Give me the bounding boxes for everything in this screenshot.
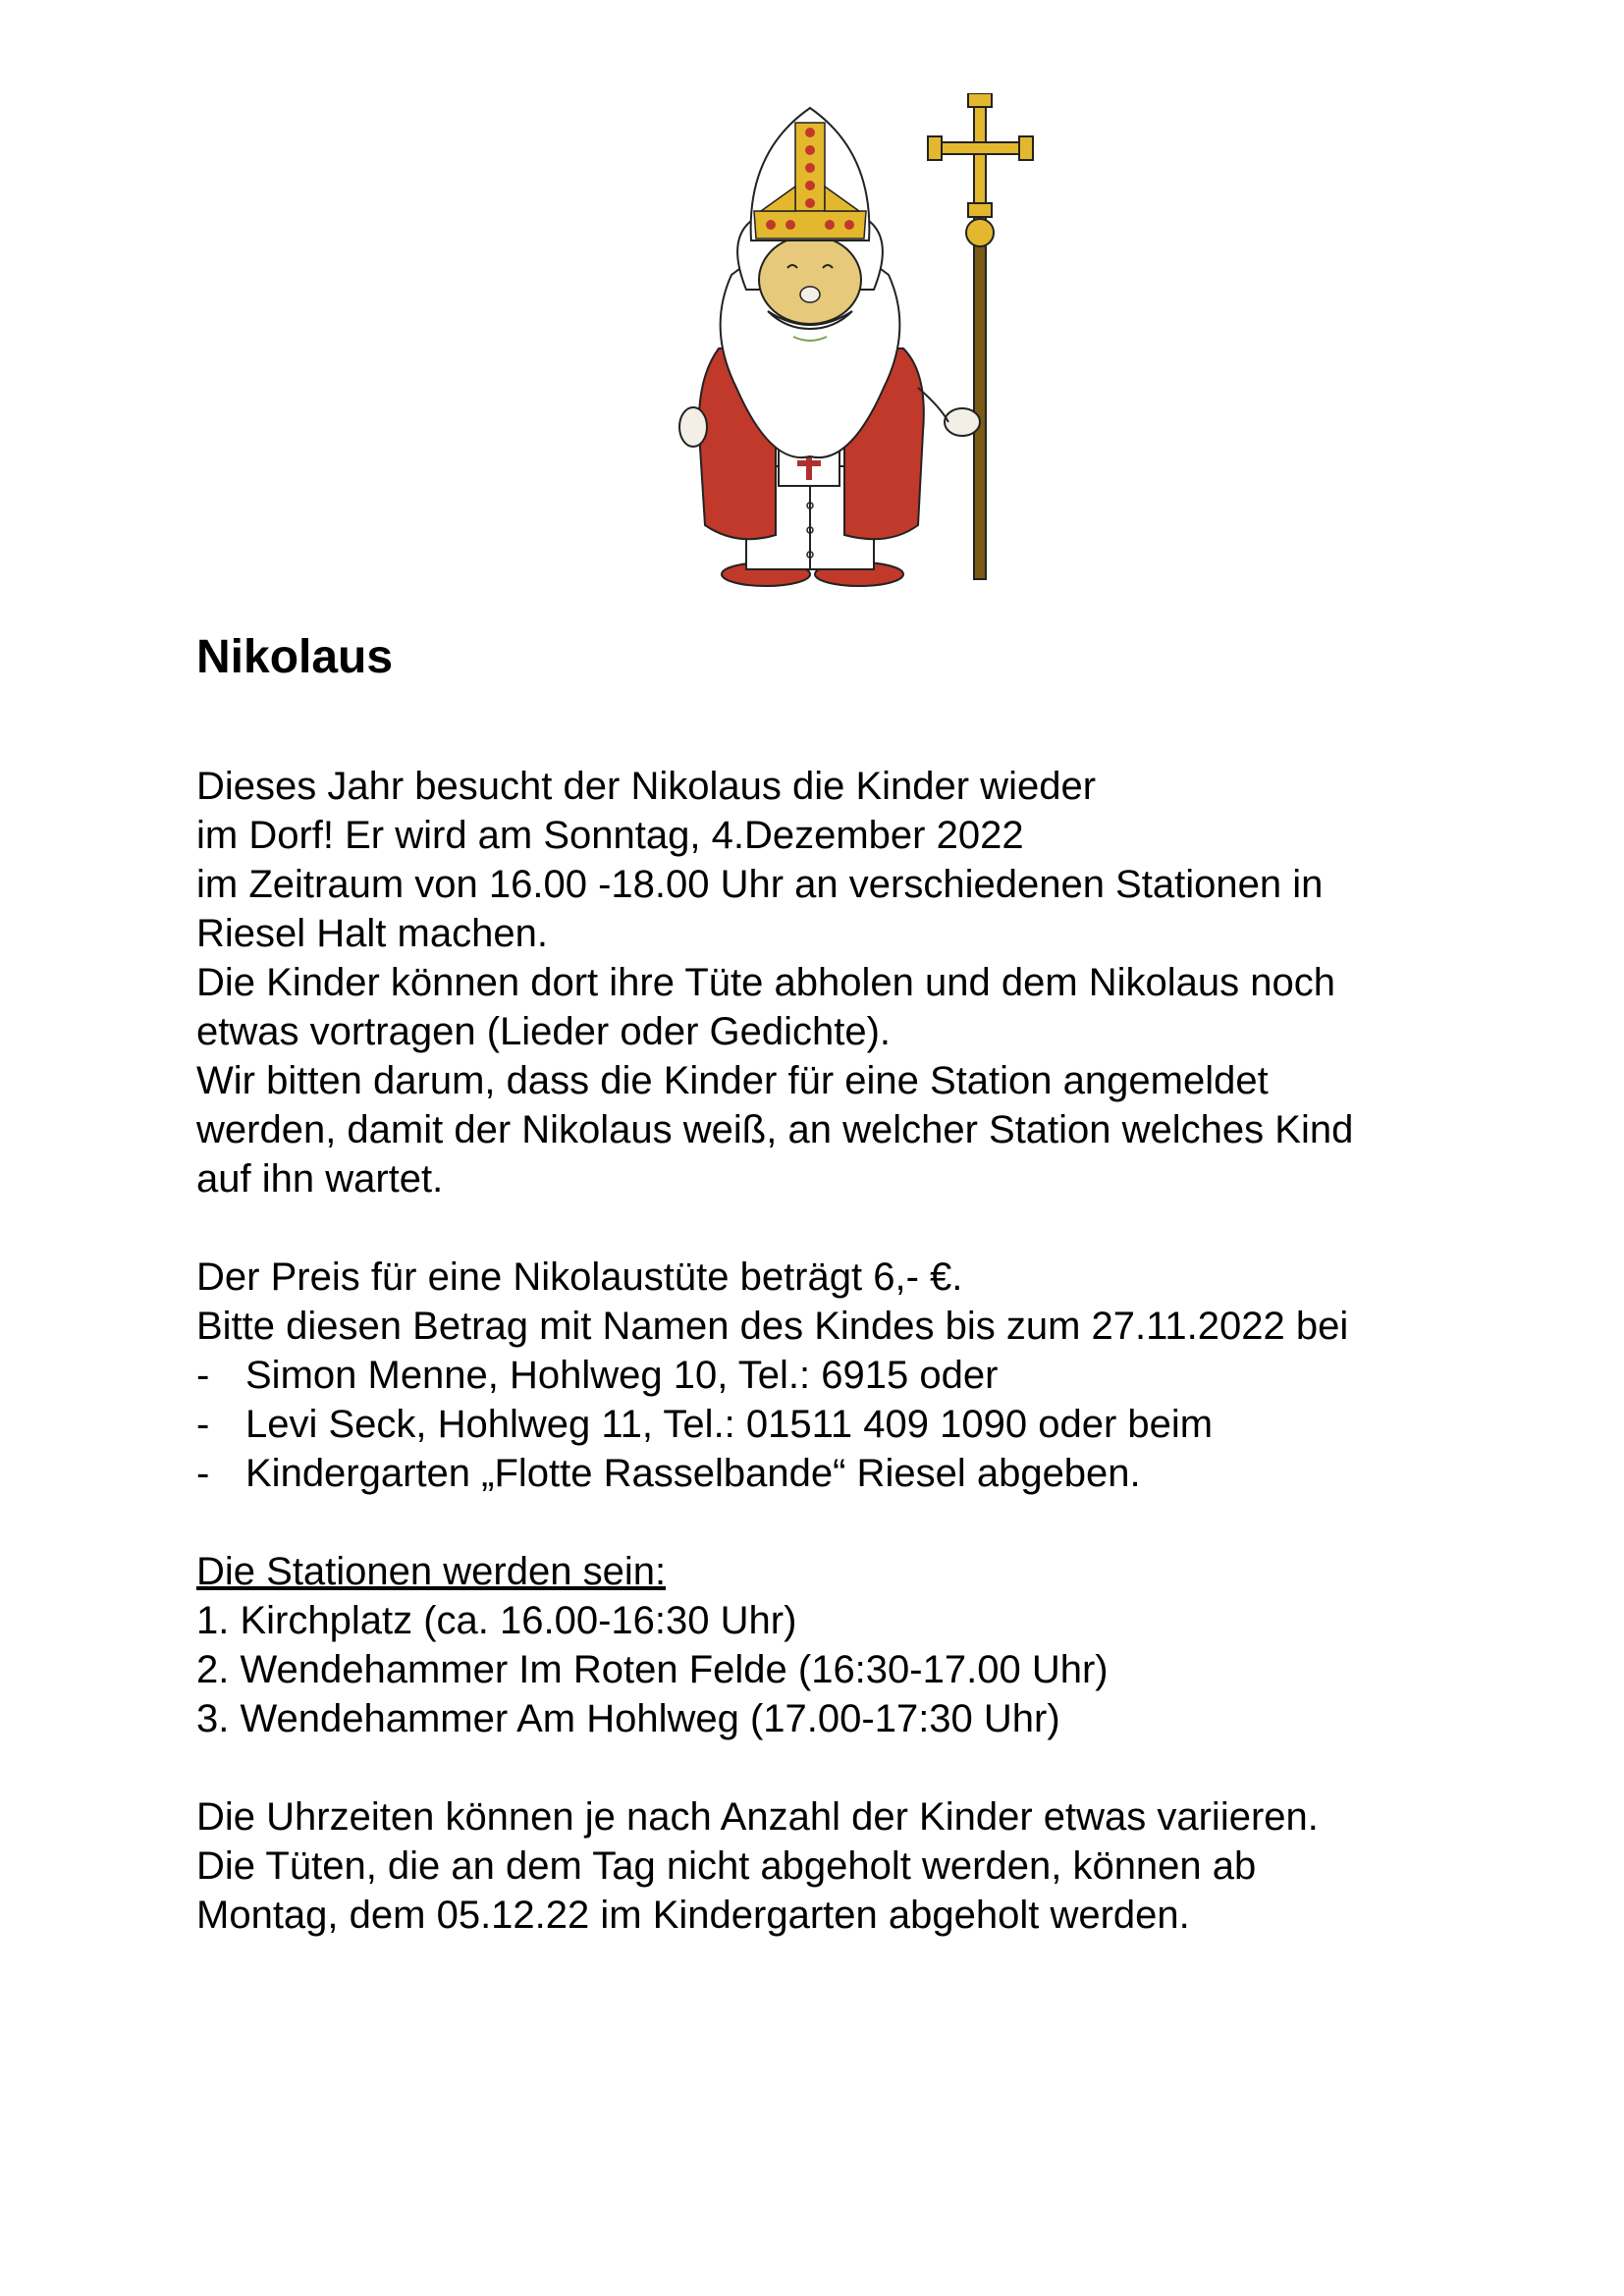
text-line: Der Preis für eine Nikolaustüte beträgt 6,- €. (196, 1255, 963, 1299)
text-line: auf ihn wartet. (196, 1157, 444, 1201)
stations-heading: Die Stationen werden sein: (196, 1550, 667, 1593)
st-nicholas-illustration (677, 93, 1051, 589)
list-item (196, 1400, 1512, 1449)
list-item (196, 1449, 1512, 1498)
list-bullet: - (196, 1354, 210, 1397)
text-line: Wir bitten darum, dass die Kinder für eine Station angemeldet (196, 1059, 1269, 1102)
text-line: Die Tüten, die an dem Tag nicht abgeholt werden, können ab (196, 1844, 1257, 1888)
text-line: im Dorf! Er wird am Sonntag, 4.Dezember 2022 (196, 814, 1024, 857)
document-body (196, 628, 1512, 1940)
intro-paragraph (196, 762, 1512, 1203)
text-line: im Zeitraum von 16.00 -18.00 Uhr an verschiedenen Stationen in (196, 863, 1324, 906)
list-bullet: - (196, 1452, 210, 1495)
list-item-text: Simon Menne, Hohlweg 10, Tel.: 6915 oder (245, 1354, 999, 1397)
contact-list (196, 1351, 1512, 1498)
station-item: 2. Wendehammer Im Roten Felde (16:30-17.00 Uhr) (196, 1648, 1109, 1691)
closing-paragraph (196, 1792, 1512, 1940)
price-paragraph (196, 1253, 1512, 1351)
text-line: Die Kinder können dort ihre Tüte abholen und dem Nikolaus noch (196, 961, 1335, 1004)
text-line: Dieses Jahr besucht der Nikolaus die Kinder wieder (196, 765, 1097, 808)
text-line: Riesel Halt machen. (196, 912, 548, 955)
list-item-text: Levi Seck, Hohlweg 11, Tel.: 01511 409 1090 oder beim (245, 1403, 1214, 1446)
stations-section (196, 1547, 1512, 1743)
text-line: Die Uhrzeiten können je nach Anzahl der Kinder etwas variieren. (196, 1795, 1319, 1839)
station-item: 3. Wendehammer Am Hohlweg (17.00-17:30 Uhr) (196, 1697, 1060, 1740)
list-item-text: Kindergarten „Flotte Rasselbande“ Riesel abgeben. (245, 1452, 1141, 1495)
station-item: 1. Kirchplatz (ca. 16.00-16:30 Uhr) (196, 1599, 797, 1642)
text-line: etwas vortragen (Lieder oder Gedichte). (196, 1010, 892, 1053)
page-title: Nikolaus (196, 631, 394, 683)
list-item (196, 1351, 1512, 1400)
list-bullet: - (196, 1403, 210, 1446)
text-line: Montag, dem 05.12.22 im Kindergarten abgeholt werden. (196, 1894, 1190, 1937)
text-line: werden, damit der Nikolaus weiß, an welcher Station welches Kind (196, 1108, 1354, 1151)
text-line: Bitte diesen Betrag mit Namen des Kindes bis zum 27.11.2022 bei (196, 1305, 1349, 1348)
